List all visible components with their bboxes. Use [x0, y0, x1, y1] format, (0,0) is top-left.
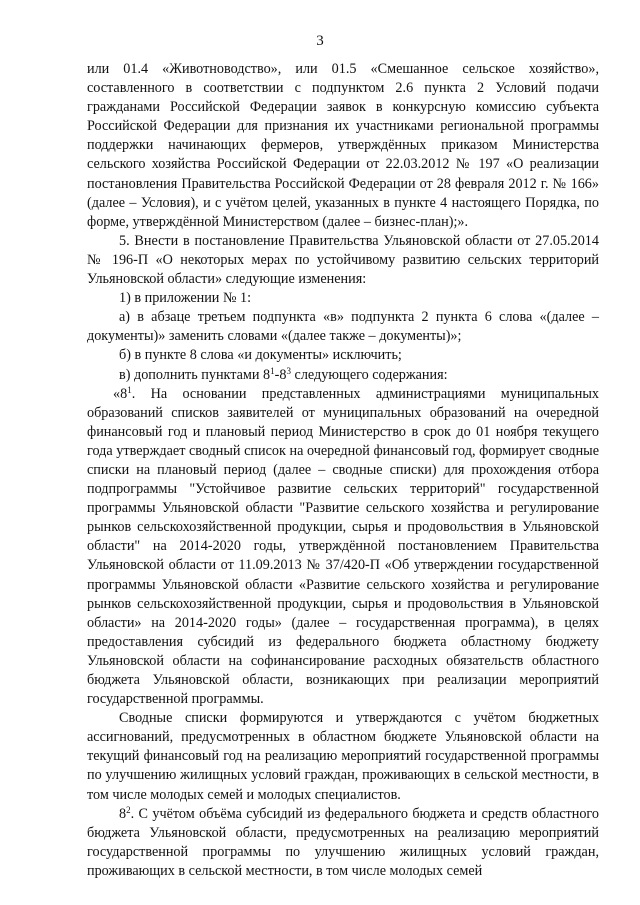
- item-8-2-prefix: 8: [119, 805, 127, 822]
- paragraph-item-8-1: [87, 385, 599, 710]
- subitem-v-sup1: 1: [270, 365, 275, 376]
- item-8-1-text: . На основании представленных администрациями муниципальных образований списков заявителей от муниципальных образований на очередной финансовый год и плановый период Министерство в срок до 01 ноября текущего года утверждает сводный список на очередной финансовый год, формирует сводные списки на плановый период (далее – сводные списки) для прохождения отбора подпрограммы "Устойчивое развитие сельских территорий" государственной программы Ульяновской области "Развитие сельского хозяйства и регулирование рынков сельскохозяйственной продукции, сырья и продовольствия в Ульяновской области" на 2014-2020 годы, утверждённой постановлением Правительства Ульяновской области от 11.09.2013 № 37/420-П «Об утверждении государственной программы Ульяновской области «Развитие сельского хозяйства и регулирование рынков сельскохозяйственной продукции, сырья и продовольствия в Ульяновской области» на 2014-2020 годы» (далее – государственная программа), в целях предоставления субсидий из федерального бюджета областному бюджету Ульяновской области на софинансирование расходных обязательств областного бюджета Ульяновской области, возникающих при реализации мероприятий государственной программы.: [87, 385, 599, 708]
- paragraph-item-5: 5. Внести в постановление Правительства Ульяновской области от 27.05.2014 № 196-П «О некоторых мерах по устойчивому развитию сельских территорий Ульяновской области» следующие изменения:: [87, 232, 599, 288]
- paragraph-subitem-b: б) в пункте 8 слова «и документы» исключить;: [119, 347, 402, 364]
- item-8-2-text: . С учётом объёма субсидий из федерального бюджета и средств областного бюджета Ульяновской области, предусмотренных на реализацию мероприятий государственной программы по улучшению жилищных условий граждан, проживающих в сельской местности, в том числе молодых семей: [87, 805, 599, 879]
- item-8-1-sup: 1: [127, 384, 132, 395]
- subitem-v-mid: -8: [274, 366, 287, 383]
- subitem-v-prefix: в) дополнить пунктами 8: [119, 366, 271, 383]
- paragraph-subitem-v: [87, 366, 599, 385]
- paragraph-summary-lists: Сводные списки формируются и утверждаются с учётом бюджетных ассигнований, предусмотренных в областном бюджете Ульяновской области на текущий финансовый год на реализацию мероприятий государственной программы по улучшению жилищных условий граждан, проживающих в сельской местности, в том числе молодых семей и молодых специалистов.: [87, 710, 599, 803]
- paragraph-subitem-1: 1) в приложении № 1:: [119, 290, 252, 307]
- paragraph-conditions-continuation: или 01.4 «Животноводство», или 01.5 «Смешанное сельское хозяйство», составленного в соответствии с подпунктом 2.6 пункта 2 Условий подачи гражданами Российской Федерации заявок в конкурсную комиссию субъекта Российской Федерации для признания их участниками региональной программы поддержки начинающих фермеров, утверждённых приказом Министерства сельского хозяйства Российской Федерации от 22.03.2012 № 197 «О реализации постановления Правительства Российской Федерации от 28 февраля 2012 г. № 166» (далее – Условия), и с учётом целей, указанных в пункте 4 настоящего Порядка, по форме, утверждённой Министерством (далее – бизнес-план);».: [87, 61, 599, 230]
- paragraph-subitem-a: а) в абзаце третьем подпункта «в» подпункта 2 пункта 6 слова «(далее – документы)» заменить словами «(далее также – документы)»;: [87, 309, 599, 345]
- item-8-2-sup: 2: [126, 804, 131, 815]
- item-8-1-prefix: «8: [113, 385, 128, 402]
- subitem-v-sup2: 3: [286, 365, 291, 376]
- paragraph-item-8-2: [87, 805, 599, 881]
- document-body: [87, 60, 599, 881]
- subitem-v-suffix: следующего содержания:: [290, 366, 448, 383]
- page-number: 3: [316, 33, 324, 49]
